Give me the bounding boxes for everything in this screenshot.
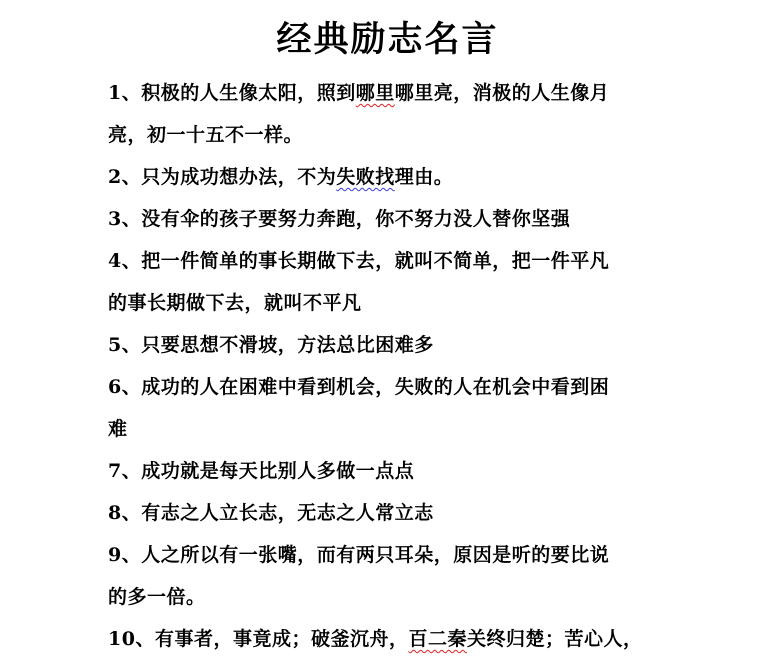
- line-text: 关终归楚；苦心人，: [466, 628, 643, 650]
- line-text: 的事长期做下去，就叫不平凡: [108, 292, 362, 314]
- text-line-13: [108, 576, 668, 618]
- text-line-5: [108, 240, 668, 282]
- text-line-9: [108, 408, 668, 450]
- line-text: 理由。: [394, 166, 454, 188]
- line-text: 1、积极的人生像太阳，照到: [108, 82, 356, 104]
- line-text: 9、人之所以有一张嘴，而有两只耳朵，原因是听的要比说: [108, 544, 610, 566]
- spellcheck-flagged-text[interactable]: 哪里: [355, 82, 395, 104]
- line-text: 亮，初一十五不一样。: [108, 124, 304, 146]
- document-body[interactable]: [108, 72, 668, 660]
- text-line-3: [108, 156, 668, 198]
- line-text: 哪里亮，消极的人生像月: [394, 82, 610, 104]
- grammar-flagged-text[interactable]: 失败找: [336, 166, 395, 188]
- line-text: 6、成功的人在困难中看到机会，失败的人在机会中看到困: [108, 376, 610, 398]
- line-text: 7、成功就是每天比别人多做一点点: [108, 460, 415, 482]
- text-line-10: [108, 450, 668, 492]
- spellcheck-flagged-text[interactable]: 百二秦: [408, 628, 467, 650]
- text-line-7: [108, 324, 668, 366]
- text-line-4: [108, 198, 668, 240]
- line-text: 2、只为成功想办法，不为: [108, 166, 337, 188]
- text-line-6: [108, 282, 668, 324]
- line-text: 难: [108, 418, 128, 440]
- text-line-11: [108, 492, 668, 534]
- text-line-12: [108, 534, 668, 576]
- line-text: 4、把一件简单的事长期做下去，就叫不简单，把一件平凡: [108, 250, 610, 272]
- line-text: 8、有志之人立长志，无志之人常立志: [108, 502, 434, 524]
- line-text: 的多一倍。: [108, 586, 206, 608]
- text-line-2: [108, 114, 668, 156]
- document-title: 经典励志名言: [276, 20, 499, 60]
- text-line-14: [108, 618, 668, 660]
- line-text: 5、只要思想不滑坡，方法总比困难多: [108, 334, 434, 356]
- text-line-8: [108, 366, 668, 408]
- line-text: 3、没有伞的孩子要努力奔跑，你不努力没人替你坚强: [108, 208, 571, 230]
- text-line-1: [108, 72, 668, 114]
- line-text: 10、有事者，事竟成；破釜沉舟，: [108, 628, 409, 650]
